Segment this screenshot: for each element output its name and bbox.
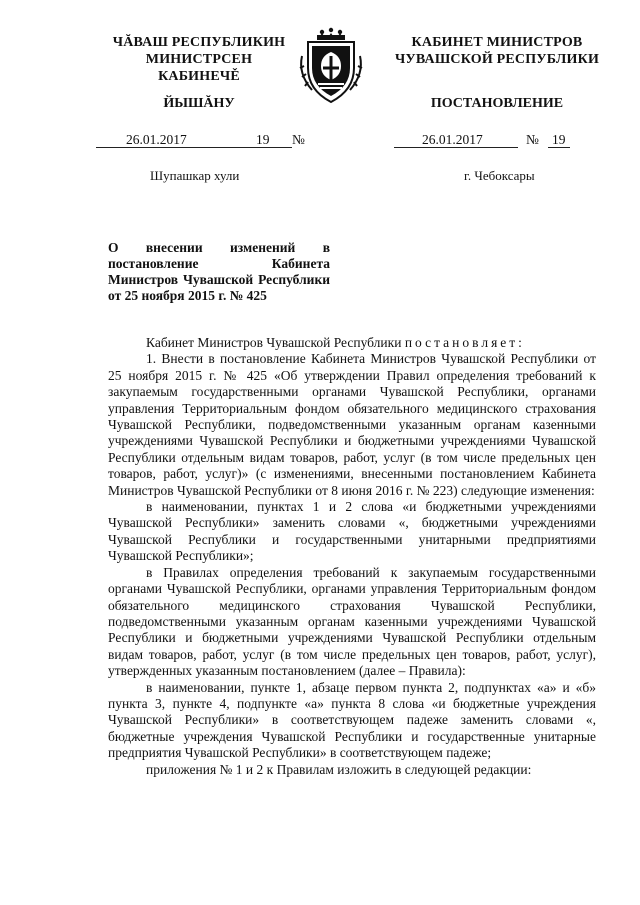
header-right-line1: КАБИНЕТ МИНИСТРОВ <box>411 35 583 50</box>
header-left-doc-type: ЙЫШĂНУ <box>163 96 235 111</box>
chuvash-coat-of-arms-icon <box>296 26 366 106</box>
document-title: О внесении изменений в постановление Кабинета Министров Чувашской Республики от 25 ноября 2015 г. № 425 <box>108 240 330 303</box>
header-right-line2: ЧУВАШСКОЙ РЕСПУБЛИКИ <box>394 52 600 67</box>
intro-text: Кабинет Министров Чувашской Республики <box>146 335 402 350</box>
decree-word: постановляет: <box>404 335 525 350</box>
registration-right-number: 19 <box>552 132 566 147</box>
header-right-doc-type: ПОСТАНОВЛЕНИЕ <box>430 96 564 111</box>
registration-left <box>96 132 316 148</box>
registration-left-number-sign: № <box>292 132 305 147</box>
header-left-block <box>104 34 294 85</box>
body-paragraph: в наименовании, пунктах 1 и 2 слова «и бюджетными учреждениями Чувашской Республики» заменить словами «, бюджетными учреждениями Чувашской Республики и государственными унитарными предприятиями Чувашской Республики»; <box>108 499 596 564</box>
registration-right <box>394 132 574 148</box>
header-right-block <box>392 34 602 68</box>
body-paragraph: в наименовании, пункте 1, абзаце первом пункта 2, подпунктах «а» и «б» пункта 3, пункте 4, подпункте «а» пункта 8 слова «и бюджетные учреждения Чувашской Республики» в соответствующем падеже заменить словами «, бюджетные учреждения Чувашской Республики и государственные унитарные предприятия Чувашской Республики» в соответствующем падеже; <box>108 679 596 761</box>
registration-left-number: 19 <box>256 132 270 147</box>
body-paragraph: 1. Внести в постановление Кабинета Министров Чувашской Республики от 25 ноября 2015 г. № 425 «Об утверждении Правил определения требований к закупаемым государственными органами Чувашской Республики, органами управления Территориальным фондом обязательного медицинского страхования Чувашской Республики, подведомственными указанным органам казенными учреждениями Чувашской Республики и бюджетными учреждениями Чувашской Республики отдельным видам товаров, работ, услуг (в том числе предельных цен товаров, работ, услуг)» (с изменениями, внесенными постановлением Кабинета Министров Чувашской Республики от 8 июня 2016 г. № 223) следующие изменения: <box>108 351 596 498</box>
registration-right-date: 26.01.2017 <box>422 132 483 147</box>
body-paragraph: приложения № 1 и 2 к Правилам изложить в следующей редакции: <box>146 761 532 777</box>
registration-right-number-sign: № <box>526 132 539 147</box>
registration-left-date: 26.01.2017 <box>126 132 187 147</box>
city-left: Шупашкар хули <box>150 168 240 183</box>
document-body <box>108 335 596 778</box>
body-paragraph: в Правилах определения требований к закупаемым государственными органами Чувашской Республики, органами управления Территориальным фондом обязательного медицинского страхования Чувашской Республики, подведомственными указанным органам казенными учреждениями Чувашской Республики и бюджетными учреждениями Чувашской Республики отдельным видам товаров, работ, услуг (в том числе предельных цен товаров, работ, услуг), утвержденных указанным постановлением (далее – Правила): <box>108 564 596 679</box>
header-left-line1: ЧĂВАШ РЕСПУБЛИКИН <box>112 35 286 50</box>
header-left-line2: МИНИСТРСЕН КАБИНЕЧĚ <box>145 52 253 84</box>
intro-paragraph <box>108 335 596 351</box>
city-right: г. Чебоксары <box>464 168 535 183</box>
